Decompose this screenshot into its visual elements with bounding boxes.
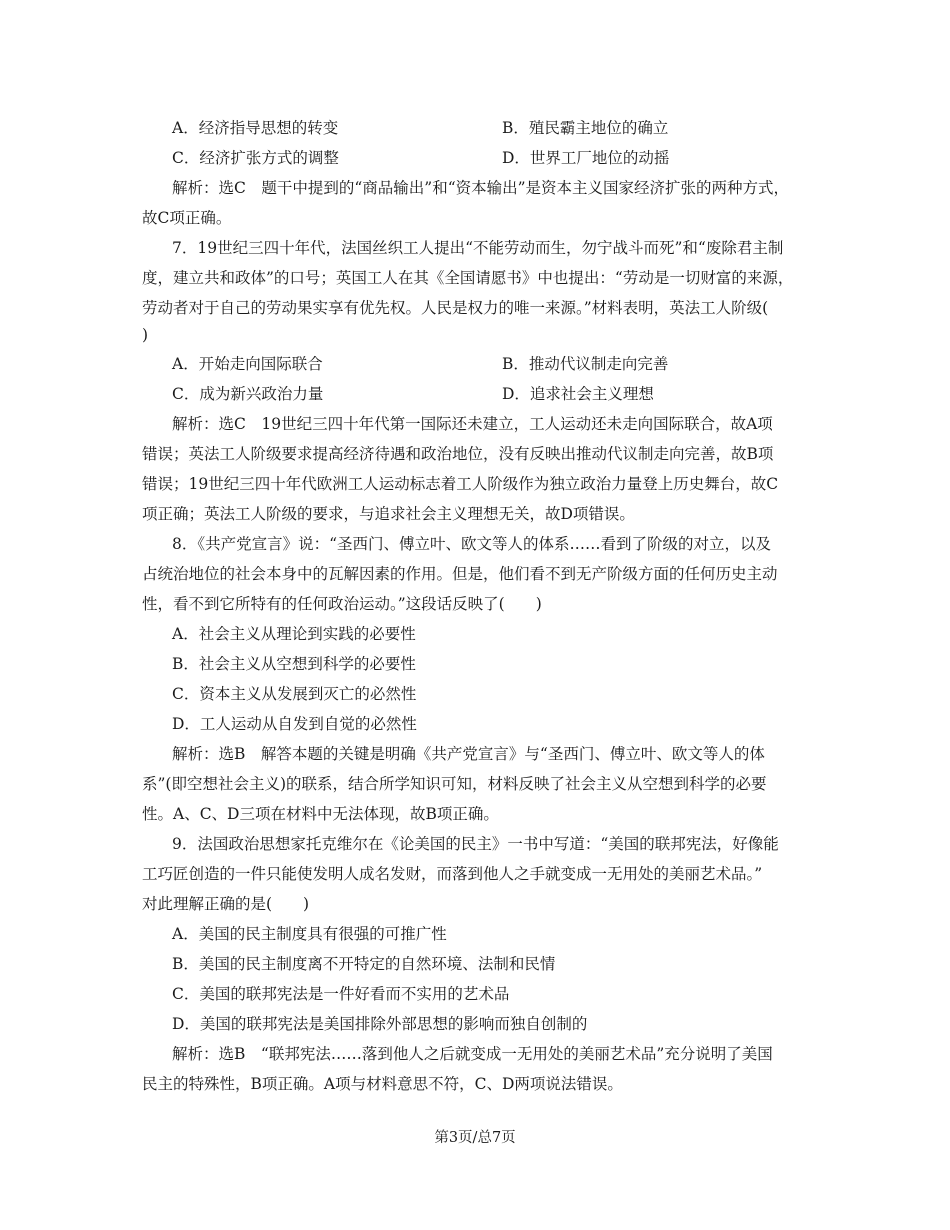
q7-option-b: B．推动代议制走向完善 (502, 355, 669, 373)
q7-option-c: C．成为新兴政治力量 (172, 385, 324, 403)
q7-stem-line: 7．19世纪三四十年代，法国丝织工人提出“不能劳动而生，勿宁战斗而死”和“废除君主制 (172, 239, 784, 257)
q7-analysis-line: 错误；19世纪三四十年代欧洲工人运动标志着工人阶级作为独立政治力量登上历史舞台，故C (142, 475, 779, 493)
q9-analysis-line: 民主的特殊性，B项正确。A项与材料意思不符，C、D两项说法错误。 (142, 1075, 623, 1093)
q8-option: B．社会主义从空想到科学的必要性 (172, 655, 416, 673)
q6-option-a: A．经济指导思想的转变 (172, 119, 339, 137)
q8-option: C．资本主义从发展到灭亡的必然性 (172, 685, 417, 703)
q7-stem-line: 劳动者对于自己的劳动果实享有优先权。人民是权力的唯一来源。”材料表明，英法工人阶级( (142, 299, 769, 317)
q8-analysis-line: 性。A、C、D三项在材料中无法体现，故B项正确。 (142, 805, 499, 823)
q7-stem-line: 度，建立共和政体”的口号；英国工人在其《全国请愿书》中也提出：“劳动是一切财富的来源， (142, 269, 794, 287)
q8-stem-line: 8．《共产党宣言》说：“圣西门、傅立叶、欧文等人的体系……看到了阶级的对立，以及 (172, 535, 772, 553)
q6-option-b: B．殖民霸主地位的确立 (502, 119, 669, 137)
q9-option: A．美国的民主制度具有很强的可推广性 (172, 925, 447, 943)
q9-stem-line: 工巧匠创造的一件只能使发明人成名发财，而落到他人之手就变成一无用处的美丽艺术品。” (142, 865, 763, 883)
q6-analysis-line: 解析：选C 题干中提到的“商品输出”和“资本输出”是资本主义国家经济扩张的两种方式， (172, 179, 790, 197)
q8-analysis-line: 系”(即空想社会主义)的联系，结合所学知识可知，材料反映了社会主义从空想到科学的必要 (142, 775, 767, 793)
q7-stem-line: ) (142, 326, 149, 344)
q9-analysis-line: 解析：选B “联邦宪法……落到他人之后就变成一无用处的美丽艺术品”充分说明了美国 (172, 1045, 773, 1063)
q8-option: A．社会主义从理论到实践的必要性 (172, 625, 416, 643)
q6-option-c: C．经济扩张方式的调整 (172, 149, 339, 167)
q6-analysis-line: 故C项正确。 (142, 209, 232, 227)
page-number: 第3页/总7页 (434, 1130, 516, 1146)
q7-analysis-line: 错误；英法工人阶级要求提高经济待遇和政治地位，没有反映出推动代议制走向完善，故B项 (142, 445, 774, 463)
q7-analysis-line: 解析：选C 19世纪三四十年代第一国际还未建立，工人运动还未走向国际联合，故A项 (172, 415, 773, 433)
q9-option: D．美国的联邦宪法是美国排除外部思想的影响而独自创制的 (172, 1015, 588, 1033)
q7-analysis-line: 项正确；英法工人阶级的要求，与追求社会主义理想无关，故D项错误。 (142, 505, 635, 523)
q7-option-a: A．开始走向国际联合 (172, 355, 323, 373)
q8-stem-line: 性，看不到它所特有的任何政治运动。”这段话反映了( ) (142, 595, 542, 613)
q9-stem-line: 对此理解正确的是( ) (142, 895, 310, 913)
q9-option: C．美国的联邦宪法是一件好看而不实用的艺术品 (172, 985, 510, 1003)
q7-option-d: D．追求社会主义理想 (502, 385, 654, 403)
q8-analysis-line: 解析：选B 解答本题的关键是明确《共产党宣言》与“圣西门、傅立叶、欧文等人的体 (172, 745, 765, 763)
q6-option-d: D．世界工厂地位的动摇 (502, 149, 670, 167)
q9-option: B．美国的民主制度离不开特定的自然环境、法制和民情 (172, 955, 556, 973)
q8-stem-line: 占统治地位的社会本身中的瓦解因素的作用。但是，他们看不到无产阶级方面的任何历史主动 (142, 565, 778, 583)
q9-stem-line: 9．法国政治思想家托克维尔在《论美国的民主》一书中写道：“美国的联邦宪法，好像能 (172, 835, 779, 853)
q8-option: D．工人运动从自发到自觉的必然性 (172, 715, 417, 733)
